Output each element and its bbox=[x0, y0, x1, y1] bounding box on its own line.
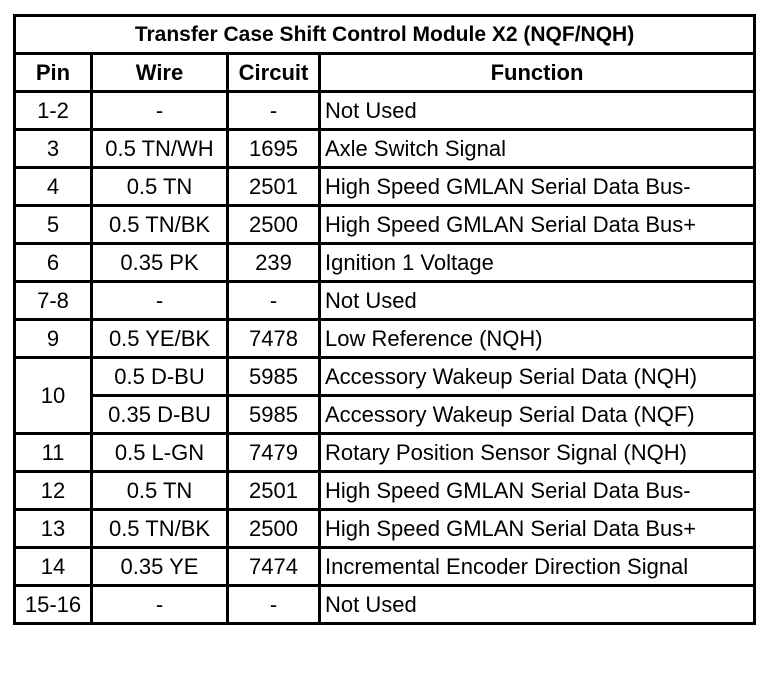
table-row bbox=[15, 548, 755, 586]
circuit-cell: 5985 bbox=[228, 358, 320, 396]
table-row bbox=[15, 510, 755, 548]
table-row bbox=[15, 130, 755, 168]
circuit-cell: - bbox=[228, 282, 320, 320]
circuit-cell: 7479 bbox=[228, 434, 320, 472]
pin-cell: 11 bbox=[15, 434, 92, 472]
wire-cell: 0.5 YE/BK bbox=[92, 320, 228, 358]
circuit-cell: 7478 bbox=[228, 320, 320, 358]
pin-cell: 3 bbox=[15, 130, 92, 168]
function-cell: Not Used bbox=[320, 586, 755, 624]
column-header-function: Function bbox=[320, 54, 755, 92]
circuit-cell: 2500 bbox=[228, 206, 320, 244]
wire-cell: 0.35 YE bbox=[92, 548, 228, 586]
pin-cell: 5 bbox=[15, 206, 92, 244]
table-row bbox=[15, 168, 755, 206]
wire-cell: 0.5 TN/WH bbox=[92, 130, 228, 168]
pin-cell: 12 bbox=[15, 472, 92, 510]
function-cell: Accessory Wakeup Serial Data (NQF) bbox=[320, 396, 755, 434]
table-row bbox=[15, 396, 755, 434]
table-row bbox=[15, 472, 755, 510]
header-row bbox=[15, 54, 755, 92]
table-row bbox=[15, 434, 755, 472]
table-title: Transfer Case Shift Control Module X2 (NQF/NQH) bbox=[15, 16, 755, 54]
pin-cell: 4 bbox=[15, 168, 92, 206]
wire-cell: 0.5 L-GN bbox=[92, 434, 228, 472]
wire-cell: 0.5 TN bbox=[92, 168, 228, 206]
table-row bbox=[15, 320, 755, 358]
column-header-wire: Wire bbox=[92, 54, 228, 92]
function-cell: Ignition 1 Voltage bbox=[320, 244, 755, 282]
circuit-cell: 1695 bbox=[228, 130, 320, 168]
pin-cell: 13 bbox=[15, 510, 92, 548]
wire-cell: 0.5 D-BU bbox=[92, 358, 228, 396]
pin-cell: 15-16 bbox=[15, 586, 92, 624]
pinout-table bbox=[13, 14, 756, 625]
pin-cell: 6 bbox=[15, 244, 92, 282]
circuit-cell: 2501 bbox=[228, 168, 320, 206]
function-cell: High Speed GMLAN Serial Data Bus+ bbox=[320, 206, 755, 244]
circuit-cell: 2500 bbox=[228, 510, 320, 548]
table-row bbox=[15, 282, 755, 320]
table-row bbox=[15, 358, 755, 396]
function-cell: Axle Switch Signal bbox=[320, 130, 755, 168]
wire-cell: 0.5 TN bbox=[92, 472, 228, 510]
table-row bbox=[15, 586, 755, 624]
wire-cell: 0.35 D-BU bbox=[92, 396, 228, 434]
wire-cell: 0.35 PK bbox=[92, 244, 228, 282]
table-row bbox=[15, 206, 755, 244]
table-row bbox=[15, 244, 755, 282]
wire-cell: 0.5 TN/BK bbox=[92, 206, 228, 244]
column-header-pin: Pin bbox=[15, 54, 92, 92]
title-row bbox=[15, 16, 755, 54]
wire-cell: - bbox=[92, 586, 228, 624]
function-cell: Not Used bbox=[320, 92, 755, 130]
pin-cell: 14 bbox=[15, 548, 92, 586]
function-cell: Accessory Wakeup Serial Data (NQH) bbox=[320, 358, 755, 396]
function-cell: Not Used bbox=[320, 282, 755, 320]
column-header-circuit: Circuit bbox=[228, 54, 320, 92]
function-cell: Rotary Position Sensor Signal (NQH) bbox=[320, 434, 755, 472]
wire-cell: - bbox=[92, 282, 228, 320]
circuit-cell: - bbox=[228, 92, 320, 130]
wire-cell: - bbox=[92, 92, 228, 130]
pin-cell: 1-2 bbox=[15, 92, 92, 130]
circuit-cell: 239 bbox=[228, 244, 320, 282]
circuit-cell: - bbox=[228, 586, 320, 624]
function-cell: Incremental Encoder Direction Signal bbox=[320, 548, 755, 586]
pin-cell: 10 bbox=[15, 358, 92, 434]
function-cell: High Speed GMLAN Serial Data Bus+ bbox=[320, 510, 755, 548]
circuit-cell: 5985 bbox=[228, 396, 320, 434]
function-cell: High Speed GMLAN Serial Data Bus- bbox=[320, 472, 755, 510]
pin-cell: 9 bbox=[15, 320, 92, 358]
function-cell: High Speed GMLAN Serial Data Bus- bbox=[320, 168, 755, 206]
table-row bbox=[15, 92, 755, 130]
wire-cell: 0.5 TN/BK bbox=[92, 510, 228, 548]
circuit-cell: 7474 bbox=[228, 548, 320, 586]
pin-cell: 7-8 bbox=[15, 282, 92, 320]
function-cell: Low Reference (NQH) bbox=[320, 320, 755, 358]
circuit-cell: 2501 bbox=[228, 472, 320, 510]
